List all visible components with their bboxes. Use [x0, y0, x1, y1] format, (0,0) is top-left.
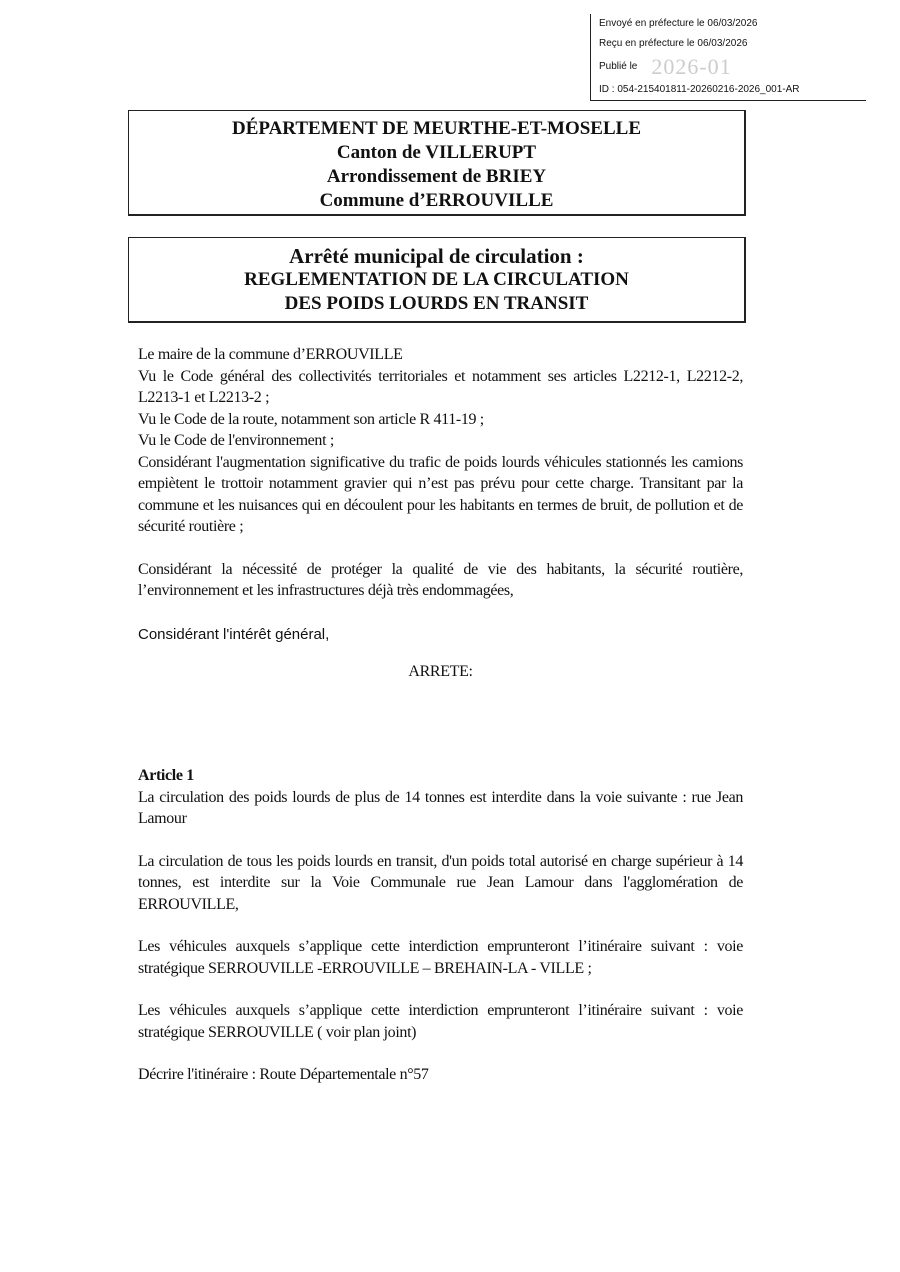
article-paragraph: Les véhicules auxquels s’applique cette interdiction emprunteront l’itinéraire suivant : voie stratégique SERROUVILLE ( voir plan joint): [138, 1002, 743, 1041]
title-line: REGLEMENTATION DE LA CIRCULATION: [244, 269, 629, 290]
considering-2: Considérant la nécessité de protéger la qualité de vie des habitants, la sécurité routière, l’environnement et les infrastructures déjà très endommagées,: [138, 560, 743, 599]
visa-cgct: Vu le Code général des collectivités territoriales et notamment ses articles L2212-1, L2212-2, L2213-1 et L2213-2 ;: [138, 367, 743, 406]
decree-heading: ARRETE:: [408, 663, 473, 680]
article-paragraph: La circulation des poids lourds de plus de 14 tonnes est interdite dans la voie suivante : rue Jean Lamour: [138, 788, 743, 827]
article-paragraph: Les véhicules auxquels s’applique cette interdiction emprunteront l’itinéraire suivant : voie stratégique SERROUVILLE -ERROUVILLE – BREHAIN-LA - VILLE ;: [138, 938, 743, 977]
mayor-line: Le maire de la commune d’ERROUVILLE: [138, 346, 403, 363]
preamble: [138, 344, 743, 683]
article-paragraph: Décrire l'itinéraire : Route Départementale n°57: [138, 1066, 429, 1083]
commune: Commune d’ERROUVILLE: [319, 190, 554, 211]
received-date: Reçu en préfecture le 06/03/2026: [599, 37, 748, 49]
administrative-header: [128, 110, 746, 216]
considering-1: Considérant l'augmentation significative du trafic de poids lourds véhicules stationnés les camions empiètent le trottoir notamment gravier qui n’est pas prévu pour cette charge. Transitant par la commune et les nuisances qui en découlent pour les habitants en termes de bruit, de pollution et de sécurité routière ;: [138, 453, 743, 535]
visa-code-route: Vu le Code de la route, notamment son article R 411-19 ;: [138, 410, 484, 428]
act-id: ID : 054-215401811-20260216-2026_001-AR: [599, 84, 800, 95]
considering-3: Considérant l'intérêt général,: [138, 625, 330, 643]
stamp-watermark: 2026-01: [651, 54, 732, 79]
title-line: Arrêté municipal de circulation :: [289, 244, 584, 268]
document-title: [128, 237, 746, 323]
published-label: Publié le: [599, 61, 638, 72]
sent-date: Envoyé en préfecture le 06/03/2026: [599, 18, 758, 29]
title-line: DES POIDS LOURDS EN TRANSIT: [284, 293, 589, 314]
canton: Canton de VILLERUPT: [336, 142, 537, 163]
article-1: [138, 765, 743, 1086]
published-row: [599, 53, 866, 80]
article-heading: Article 1: [138, 767, 194, 784]
prefecture-stamp: [590, 14, 866, 101]
article-paragraph: La circulation de tous les poids lourds en transit, d'un poids total autorisé en charge supérieur à 14 tonnes, est interdite sur la Voie Communale rue Jean Lamour dans l'agglomération de ERROUVILLE,: [138, 852, 743, 913]
department: DÉPARTEMENT DE MEURTHE-ET-MOSELLE: [232, 118, 641, 139]
visa-code-env: Vu le Code de l'environnement ;: [138, 432, 334, 449]
arrondissement: Arrondissement de BRIEY: [326, 166, 547, 187]
